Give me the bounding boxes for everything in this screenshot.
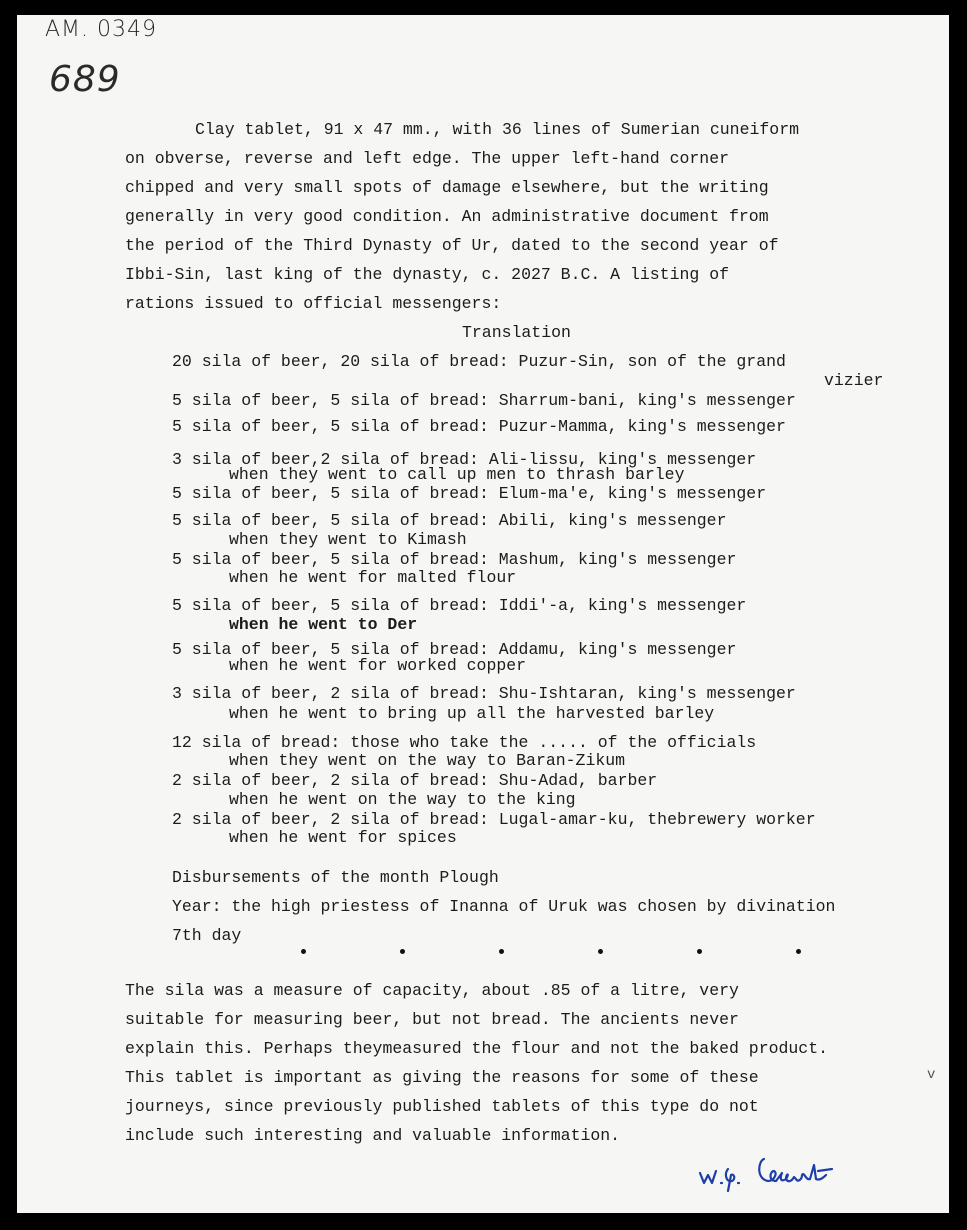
signature <box>694 1151 864 1195</box>
entry-continuation: when he went for malted flour <box>229 568 517 587</box>
entry-line: 5 sila of beer, 5 sila of bread: Iddi'-a, king's messenger <box>172 596 747 615</box>
document-page <box>17 15 949 1213</box>
paragraph-line: explain this. Perhaps theymeasured the flour and not the baked product. <box>125 1039 829 1058</box>
paragraph-line: chipped and very small spots of damage elsewhere, but the writing <box>125 178 769 197</box>
paragraph-line: Ibbi-Sin, last king of the dynasty, c. 2027 B.C. A listing of <box>125 265 729 284</box>
entry-continuation: when he went for spices <box>229 828 457 847</box>
entry-line: 3 sila of beer, 2 sila of bread: Shu-Ishtaran, king's messenger <box>172 684 796 703</box>
paragraph-line: Clay tablet, 91 x 47 mm., with 36 lines of Sumerian cuneiform <box>195 120 799 139</box>
separator-dots <box>301 949 801 954</box>
paragraph-line: The sila was a measure of capacity, about .85 of a litre, very <box>125 981 739 1000</box>
paragraph-line: generally in very good condition. An administrative document from <box>125 207 769 226</box>
dot <box>301 949 306 954</box>
item-number: 689 <box>49 59 121 100</box>
entry-continuation: when they went to Kimash <box>229 530 467 549</box>
margin-mark: v <box>927 1067 936 1083</box>
dot <box>697 949 702 954</box>
entry-line: 20 sila of beer, 20 sila of bread: Puzur-Sin, son of the grand <box>172 352 786 371</box>
dot <box>400 949 405 954</box>
accession-number: AM. 0349 <box>45 17 158 42</box>
entry-line: 2 sila of beer, 2 sila of bread: Lugal-amar-ku, thebrewery worker <box>172 810 816 829</box>
entry-line: 2 sila of beer, 2 sila of bread: Shu-Adad, barber <box>172 771 658 790</box>
entry-line: 5 sila of beer, 5 sila of bread: Sharrum-bani, king's messenger <box>172 391 796 410</box>
entry-line: 5 sila of beer, 5 sila of bread: Mashum, king's messenger <box>172 550 737 569</box>
paragraph-line: on obverse, reverse and left edge. The upper left-hand corner <box>125 149 729 168</box>
entry-line: 5 sila of beer, 5 sila of bread: Addamu, king's messenger <box>172 640 737 659</box>
dot <box>796 949 801 954</box>
paragraph-line: This tablet is important as giving the reasons for some of these <box>125 1068 759 1087</box>
entry-line: 5 sila of beer, 5 sila of bread: Elum-ma'e, king's messenger <box>172 484 767 503</box>
disbursements-line: Disbursements of the month Plough <box>172 868 499 887</box>
entry-continuation: when they went on the way to Baran-Zikum <box>229 751 626 770</box>
paragraph-line: include such interesting and valuable information. <box>125 1126 621 1145</box>
entry-continuation: when he went to Der <box>229 615 418 634</box>
paragraph-line: rations issued to official messengers: <box>125 294 502 313</box>
entry-continuation: when he went on the way to the king <box>229 790 576 809</box>
entry-continuation: when they went to call up men to thrash barley <box>229 465 685 484</box>
day-line: 7th day <box>172 926 242 945</box>
paragraph-line: the period of the Third Dynasty of Ur, dated to the second year of <box>125 236 779 255</box>
translation-heading: Translation <box>462 323 571 342</box>
entry-continuation: when he went to bring up all the harvested barley <box>229 704 715 723</box>
dot <box>598 949 603 954</box>
entry-continuation: vizier <box>824 371 884 390</box>
paragraph-line: journeys, since previously published tablets of this type do not <box>125 1097 759 1116</box>
entry-line: 5 sila of beer, 5 sila of bread: Puzur-Mamma, king's messenger <box>172 417 786 436</box>
dot <box>499 949 504 954</box>
year-line: Year: the high priestess of Inanna of Uruk was chosen by divination <box>172 897 836 916</box>
paragraph-line: suitable for measuring beer, but not bread. The ancients never <box>125 1010 739 1029</box>
entry-continuation: when he went for worked copper <box>229 656 527 675</box>
entry-line: 12 sila of bread: those who take the ..... of the officials <box>172 733 757 752</box>
entry-line: 5 sila of beer, 5 sila of bread: Abili, king's messenger <box>172 511 727 530</box>
entry-line: 3 sila of beer,2 sila of bread: Ali-lissu, king's messenger <box>172 450 757 469</box>
